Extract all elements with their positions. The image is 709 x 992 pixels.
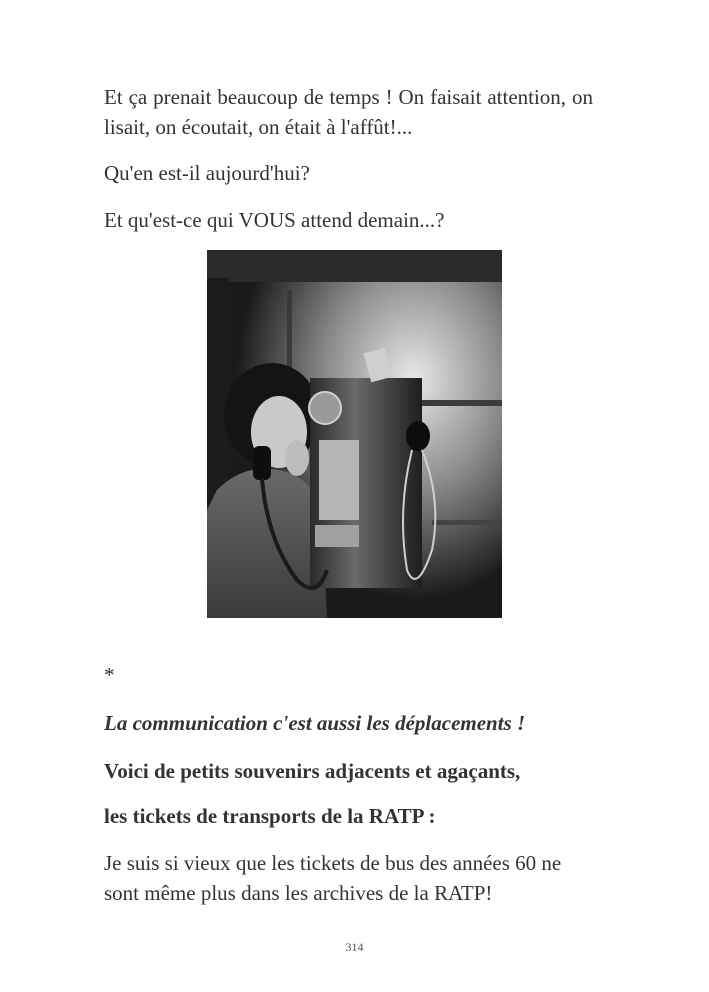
paragraph-3: Et qu'est-ce qui VOUS attend demain...? (104, 208, 445, 232)
page-number: 314 (345, 940, 364, 954)
paragraph-4: Je suis si vieux que les tickets de bus des années 60 ne sont même plus dans les archives de la RATP! (104, 851, 562, 905)
bold-line-2: les tickets de transports de la RATP : (104, 804, 436, 828)
bold-line-1: Voici de petits souvenirs adjacents et agaçants, (104, 759, 521, 783)
paragraph-2: Qu'en est-il aujourd'hui? (104, 161, 310, 185)
section-heading: La communication c'est aussi les déplacements ! (104, 711, 526, 735)
telephone-booth-photo (207, 250, 502, 618)
paragraph-1: Et ça prenait beaucoup de temps ! On faisait attention, on lisait, on écoutait, on était à l'affût!... (104, 85, 593, 139)
section-separator: * (104, 663, 115, 687)
